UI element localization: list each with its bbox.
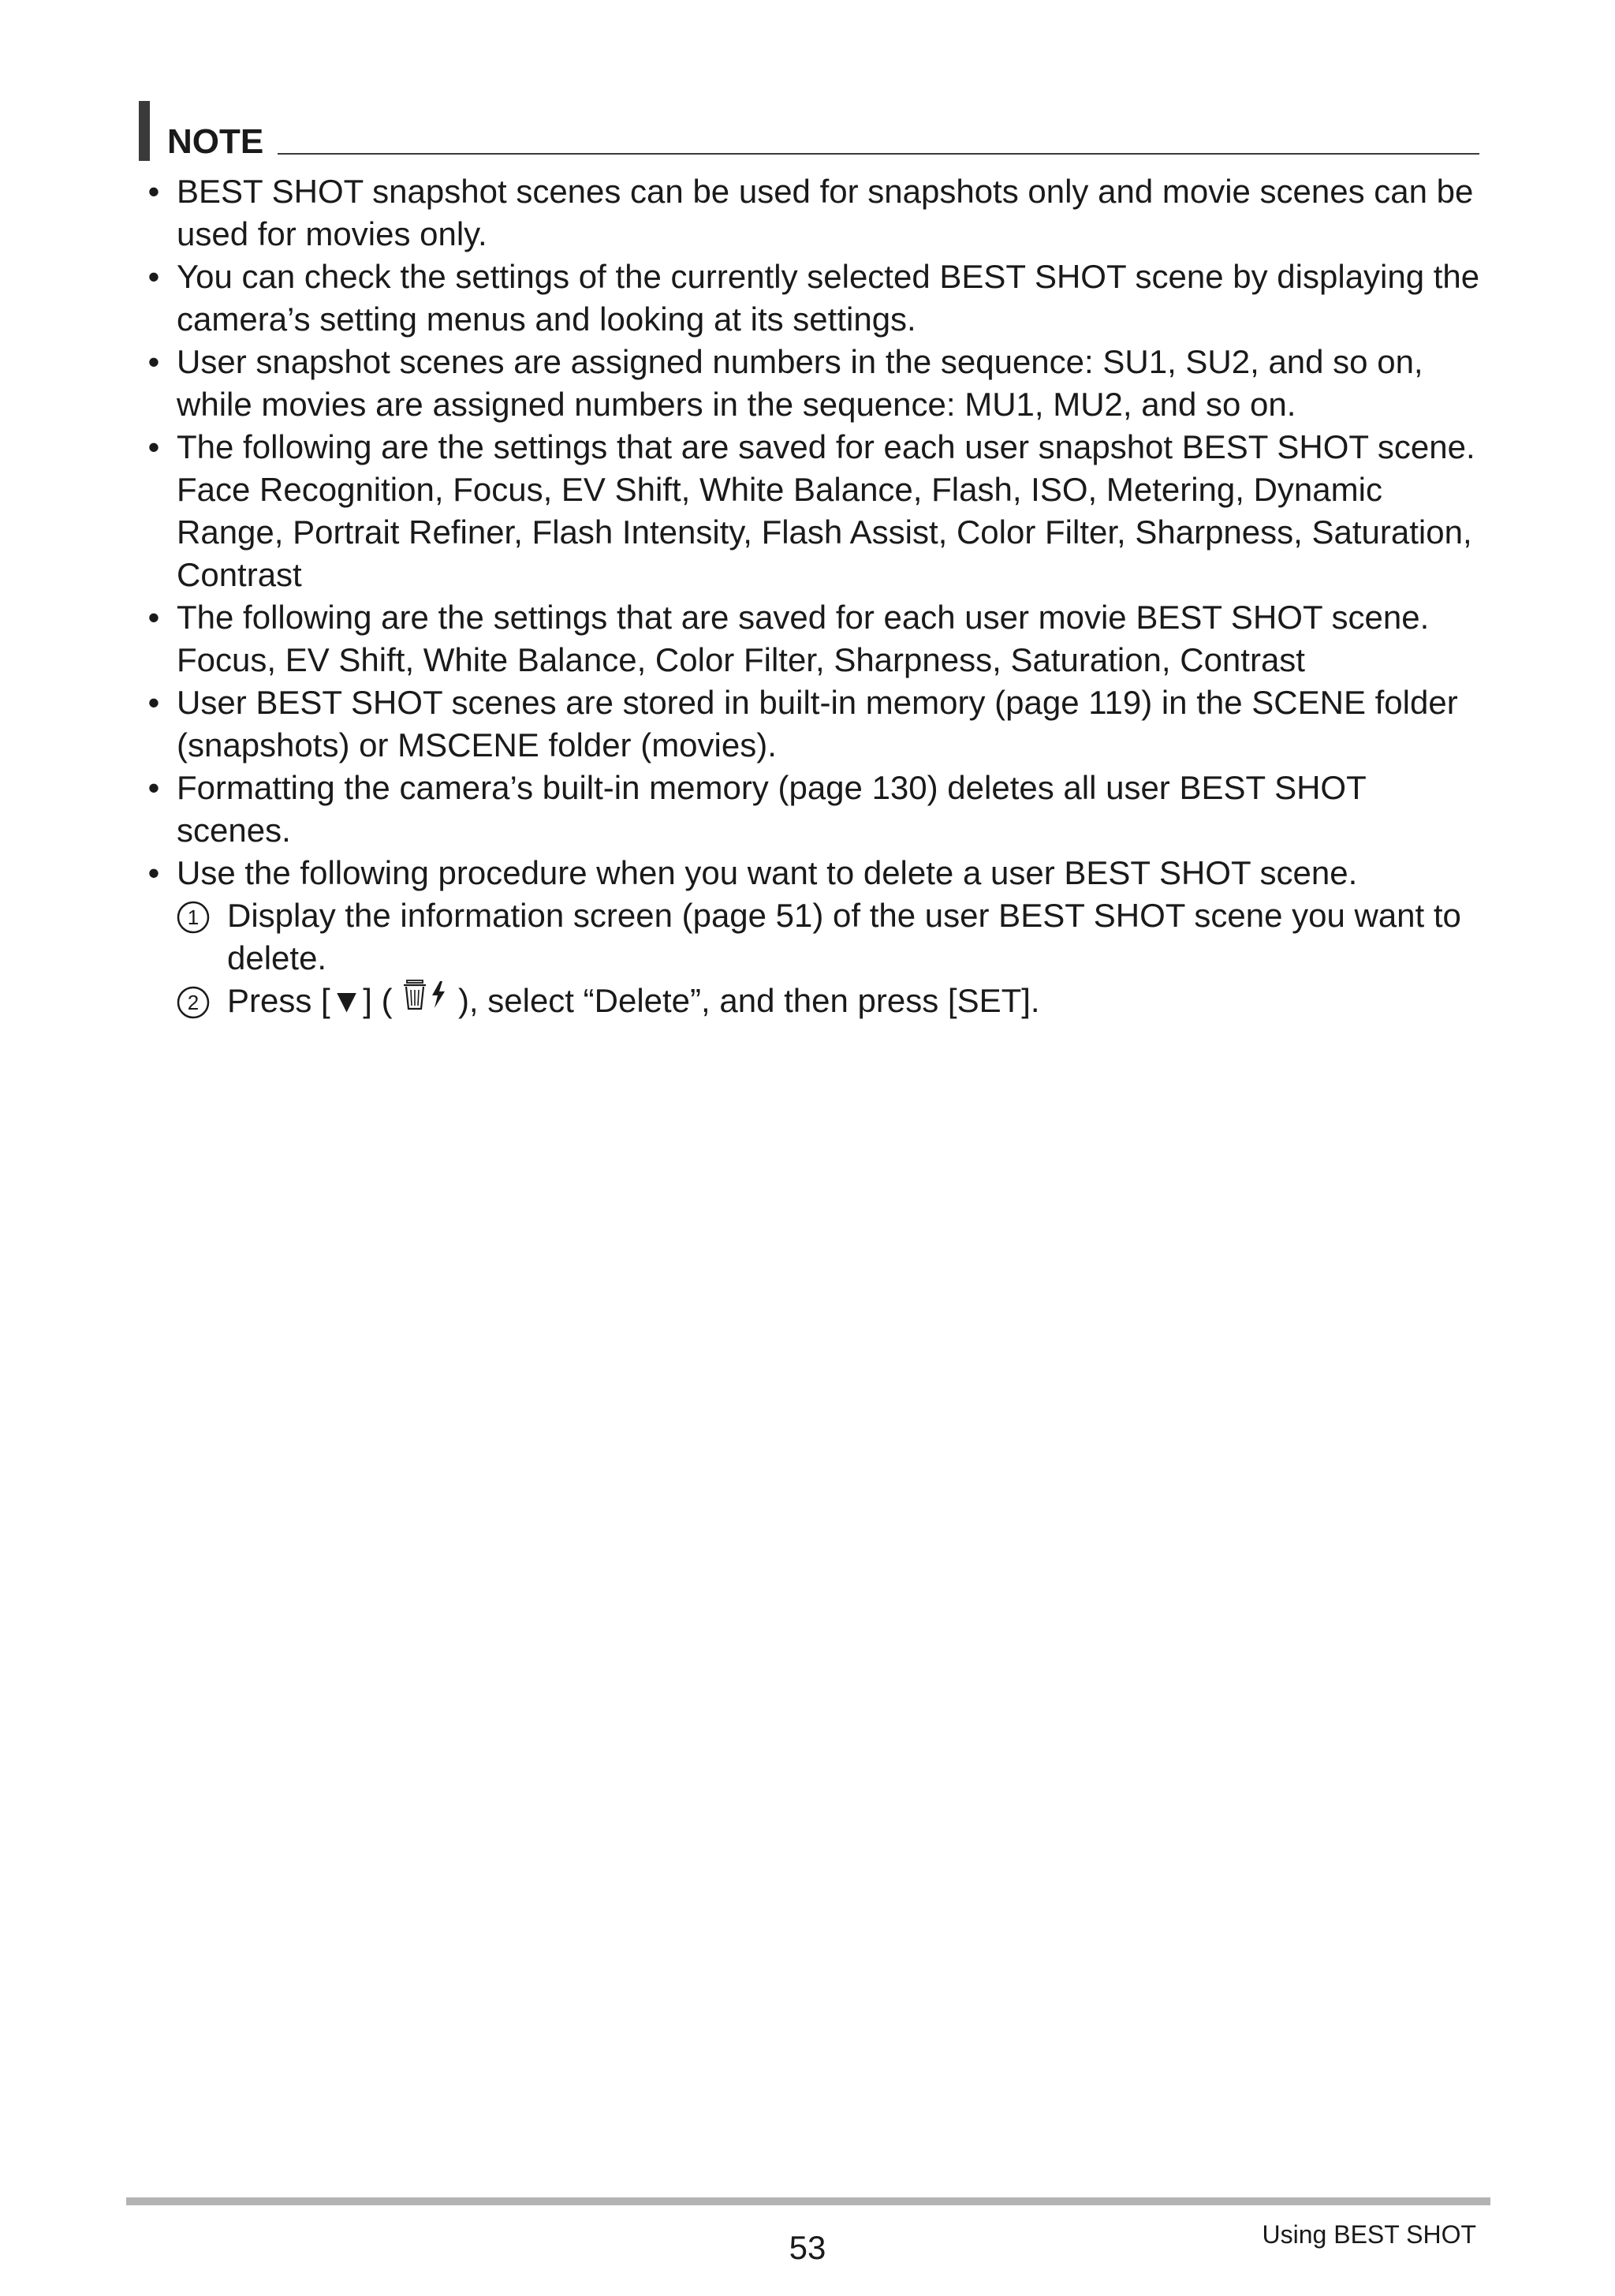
bullet-icon: •	[147, 854, 160, 891]
note-item-text: The following are the settings that are saved for each user snapshot BEST SHOT scene.	[177, 428, 1475, 465]
circled-number-two-icon	[177, 986, 210, 1019]
footer-rule	[126, 2197, 1490, 2205]
note-item	[142, 256, 1483, 341]
note-item-text: The following are the settings that are saved for each user movie BEST SHOT scene.	[177, 599, 1430, 636]
note-item-text: BEST SHOT snapshot scenes can be used for snapshots only and movie scenes can be used for movies only.	[177, 173, 1474, 252]
delete-procedure-steps	[177, 894, 1483, 1025]
note-item	[142, 596, 1483, 681]
note-list	[142, 170, 1483, 1025]
step-text-after-icons: ), select “Delete”, and then press [SET].	[457, 982, 1040, 1019]
procedure-step	[177, 980, 1483, 1025]
note-heading-rule	[278, 153, 1479, 155]
bullet-icon: •	[147, 428, 160, 465]
bullet-icon: •	[147, 599, 160, 636]
note-item-text: User snapshot scenes are assigned numbers in the sequence: SU1, SU2, and so on, while movies are assigned numbers in the sequence: MU1, MU2, and so on.	[177, 343, 1423, 423]
bullet-icon: •	[147, 343, 160, 380]
note-item-text: You can check the settings of the currently selected BEST SHOT scene by displaying the camera’s setting menus and looking at its settings.	[177, 258, 1480, 338]
section-label: Using BEST SHOT	[1262, 2220, 1476, 2249]
movie-settings-list: Focus, EV Shift, White Balance, Color Filter, Sharpness, Saturation, Contrast	[177, 641, 1305, 678]
note-item-text: Use the following procedure when you want to delete a user BEST SHOT scene.	[177, 854, 1358, 891]
step-number: 2	[187, 991, 200, 1014]
procedure-step-text	[227, 980, 1483, 1025]
bullet-icon: •	[147, 684, 160, 721]
note-marker-bar	[139, 101, 150, 161]
note-header	[139, 99, 1479, 162]
bullet-icon: •	[147, 769, 160, 806]
procedure-step-text: Display the information screen (page 51) of the user BEST SHOT scene you want to delete.	[227, 897, 1461, 976]
step-text-before-icons: Press [▼] (	[227, 982, 393, 1019]
note-item	[142, 681, 1483, 767]
page-number: 53	[789, 2229, 826, 2266]
note-item-text: User BEST SHOT scenes are stored in built-in memory (page 119) in the SCENE folder (snapshots) or MSCENE folder (movies).	[177, 684, 1458, 763]
note-item	[142, 426, 1483, 596]
note-item	[142, 767, 1483, 852]
bullet-icon: •	[147, 258, 160, 295]
procedure-step	[177, 894, 1483, 980]
note-item-text: Formatting the camera’s built-in memory (page 130) deletes all user BEST SHOT scenes.	[177, 769, 1366, 849]
circled-number-one-icon	[177, 901, 210, 934]
note-item	[142, 852, 1483, 1025]
note-heading: NOTE	[167, 122, 264, 161]
flash-icon	[428, 978, 449, 1021]
note-item	[142, 170, 1483, 256]
step-number: 1	[187, 905, 200, 929]
note-item	[142, 341, 1483, 426]
bullet-icon: •	[147, 173, 160, 210]
snapshot-settings-list: Face Recognition, Focus, EV Shift, White Balance, Flash, ISO, Metering, Dynamic Range, Portrait Refiner, Flash Intensity, Flash Assist, Color Filter, Sharpness, Saturation, Contrast	[177, 471, 1472, 593]
trash-icon	[401, 978, 428, 1021]
